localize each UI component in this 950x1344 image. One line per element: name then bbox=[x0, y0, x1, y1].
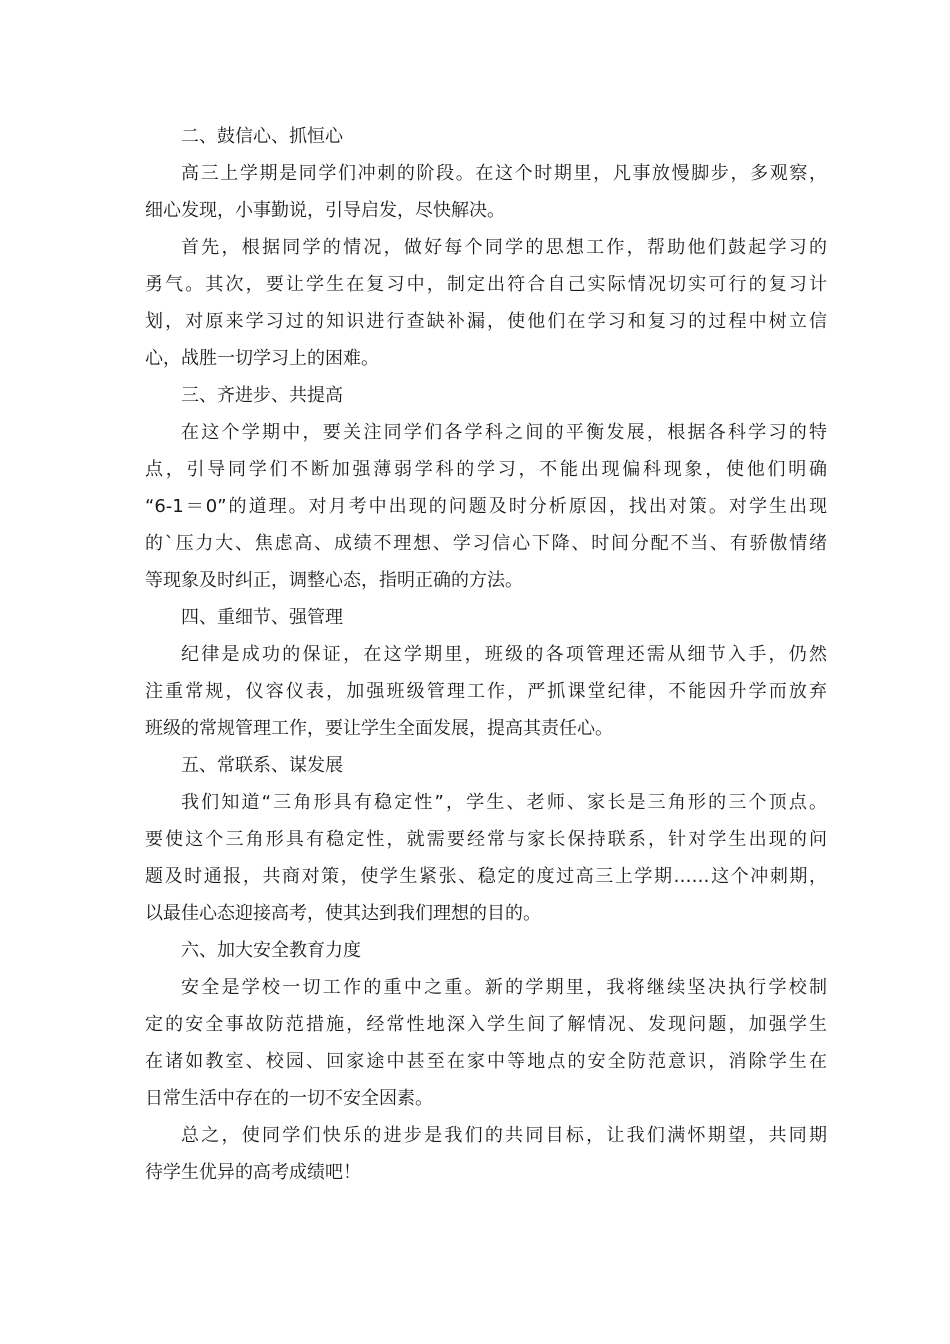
paragraph-line: 注重常规，仪容仪表，加强班级管理工作，严抓课堂纪律，不能因升学而放弃 bbox=[145, 681, 827, 702]
paragraph-line: 日常生活中存在的一切不安全因素。 bbox=[145, 1088, 433, 1109]
section-heading: 六、加大安全教育力度 bbox=[181, 940, 361, 961]
paragraph-line: 以最佳心态迎接高考，使其达到我们理想的目的。 bbox=[145, 903, 541, 924]
paragraph-line: 勇气。其次，要让学生在复习中，制定出符合自己实际情况切实可行的复习计 bbox=[145, 274, 827, 295]
section-heading: 三、齐进步、共提高 bbox=[181, 385, 343, 406]
paragraph-line: 点，引导同学们不断加强薄弱学科的学习，不能出现偏科现象，使他们明确 bbox=[145, 459, 827, 480]
paragraph-line: 待学生优异的高考成绩吧！ bbox=[145, 1162, 361, 1183]
paragraph-line: 在这个学期中，要关注同学们各学科之间的平衡发展，根据各科学习的特 bbox=[181, 422, 827, 443]
paragraph-line: “6-1＝0”的道理。对月考中出现的问题及时分析原因，找出对策。对学生出现 bbox=[145, 496, 827, 517]
paragraph-line: 安全是学校一切工作的重中之重。新的学期里，我将继续坚决执行学校制 bbox=[181, 977, 827, 998]
section-heading: 二、鼓信心、抓恒心 bbox=[181, 126, 343, 147]
paragraph-line: 高三上学期是同学们冲刺的阶段。在这个时期里，凡事放慢脚步，多观察， bbox=[181, 163, 827, 184]
paragraph-line: 纪律是成功的保证，在这学期里，班级的各项管理还需从细节入手，仍然 bbox=[181, 644, 827, 665]
paragraph-line: 等现象及时纠正，调整心态，指明正确的方法。 bbox=[145, 570, 523, 591]
paragraph-line: 总之，使同学们快乐的进步是我们的共同目标，让我们满怀期望，共同期 bbox=[181, 1125, 827, 1146]
document-body bbox=[145, 118, 827, 1191]
paragraph-line: 班级的常规管理工作，要让学生全面发展，提高其责任心。 bbox=[145, 718, 613, 739]
paragraph-line: 划，对原来学习过的知识进行查缺补漏，使他们在学习和复习的过程中树立信 bbox=[145, 311, 827, 332]
paragraph-line: 我们知道“三角形具有稳定性”，学生、老师、家长是三角形的三个顶点。 bbox=[181, 792, 827, 813]
paragraph-line: 题及时通报，共商对策，使学生紧张、稳定的度过高三上学期……这个冲刺期， bbox=[145, 866, 827, 887]
paragraph-line: 在诸如教室、校园、回家途中甚至在家中等地点的安全防范意识，消除学生在 bbox=[145, 1051, 827, 1072]
paragraph-line: 要使这个三角形具有稳定性，就需要经常与家长保持联系，针对学生出现的问 bbox=[145, 829, 827, 850]
paragraph-line: 细心发现，小事勤说，引导启发，尽快解决。 bbox=[145, 200, 505, 221]
section-heading: 五、常联系、谋发展 bbox=[181, 755, 343, 776]
paragraph-line: 定的安全事故防范措施，经常性地深入学生间了解情况、发现问题，加强学生 bbox=[145, 1014, 827, 1035]
paragraph-line: 首先，根据同学的情况，做好每个同学的思想工作，帮助他们鼓起学习的 bbox=[181, 237, 827, 258]
paragraph-line: 的`压力大、焦虑高、成绩不理想、学习信心下降、时间分配不当、有骄傲情绪 bbox=[145, 533, 827, 554]
section-heading: 四、重细节、强管理 bbox=[181, 607, 343, 628]
paragraph-line: 心，战胜一切学习上的困难。 bbox=[145, 348, 379, 369]
